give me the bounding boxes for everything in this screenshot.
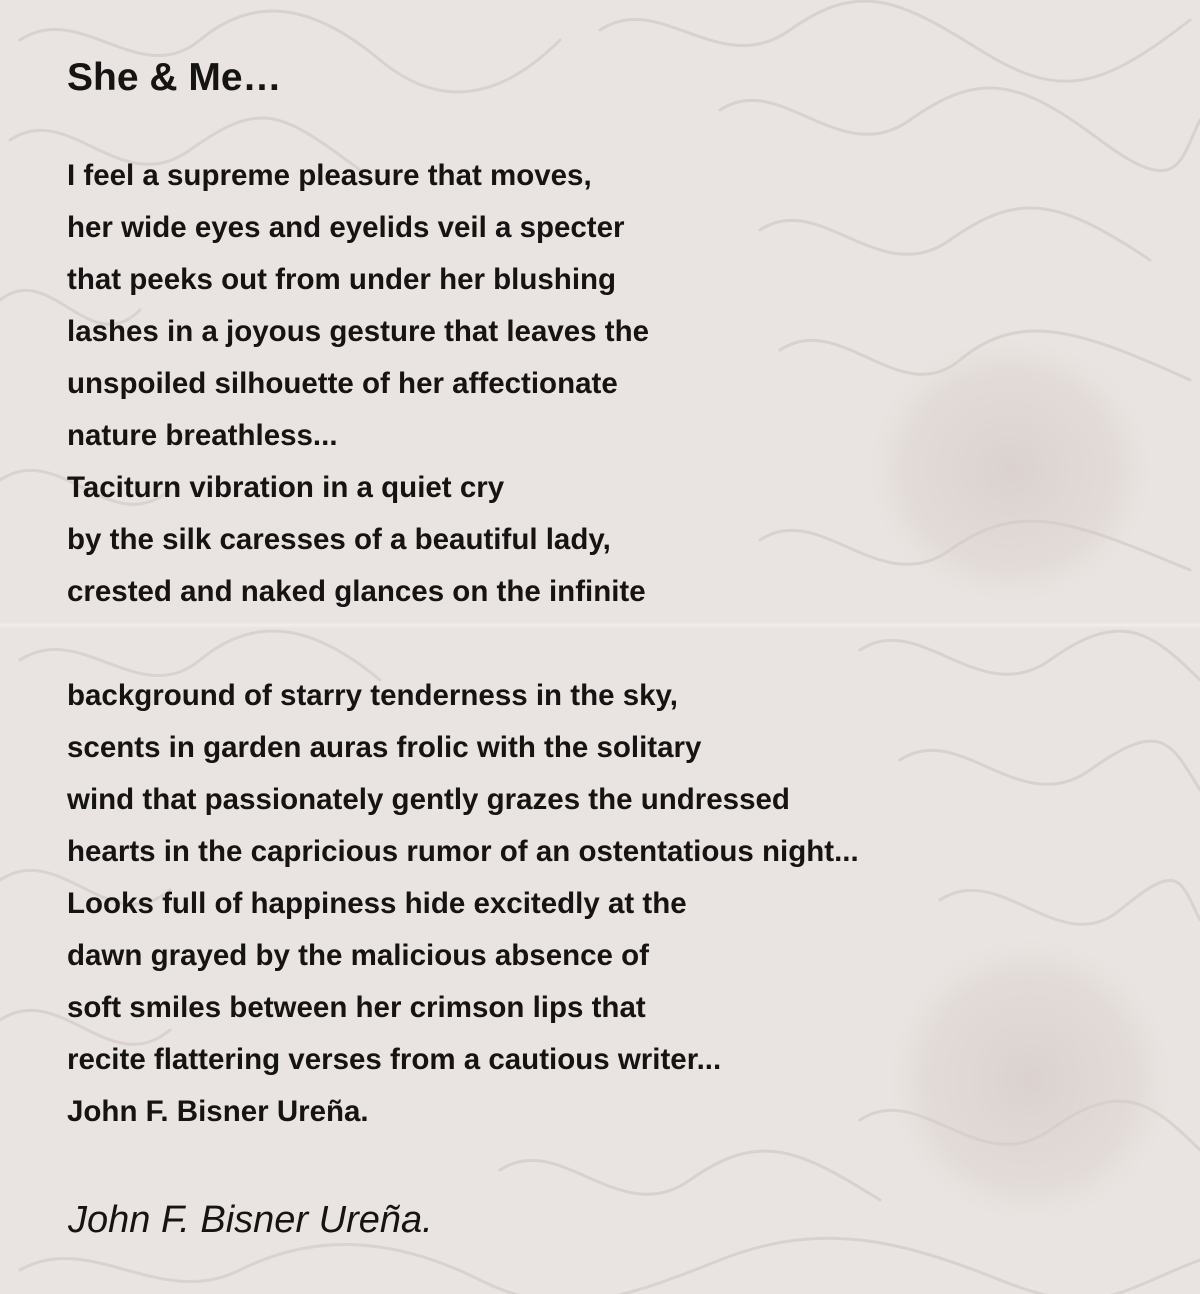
poem-line: her wide eyes and eyelids veil a specter (67, 211, 625, 244)
ink-blot (880, 930, 1180, 1230)
poem-line: recite flattering verses from a cautious writer... (67, 1043, 722, 1076)
script-stroke (720, 88, 1200, 171)
script-stroke (900, 741, 1200, 790)
poem-line: dawn grayed by the malicious absence of (67, 939, 649, 972)
poem-line: wind that passionately gently grazes the undressed (67, 783, 790, 816)
script-stroke (760, 208, 1150, 260)
poem-line: soft smiles between her crimson lips that (67, 991, 646, 1024)
poem-line: lashes in a joyous gesture that leaves the (67, 315, 650, 348)
stanza-2 (67, 670, 859, 1138)
poem-line: scents in garden auras frolic with the solitary (67, 731, 702, 764)
poem-title: She & Me… (67, 56, 282, 99)
script-stroke (860, 631, 1200, 680)
image-seam (0, 622, 1200, 628)
poem-line: John F. Bisner Ureña. (67, 1095, 369, 1128)
poem-line: crested and naked glances on the infinite (67, 575, 646, 608)
script-stroke (940, 880, 1200, 924)
stanza-1 (67, 150, 649, 618)
poem-line: by the silk caresses of a beautiful lady, (67, 523, 611, 556)
script-stroke (500, 1151, 880, 1200)
poem-line: hearts in the capricious rumor of an ostentatious night... (67, 835, 859, 868)
poem-line: I feel a supreme pleasure that moves, (67, 159, 592, 192)
script-stroke (600, 1, 1190, 81)
poem-line: background of starry tenderness in the sky, (67, 679, 678, 712)
poem-line: nature breathless... (67, 419, 338, 452)
poem-line: Taciturn vibration in a quiet cry (67, 471, 505, 504)
author-signature: John F. Bisner Ureña. (68, 1199, 433, 1241)
poem-line: unspoiled silhouette of her affectionate (67, 367, 618, 400)
poem-line: Looks full of happiness hide excitedly at the (67, 887, 687, 920)
poem-line: that peeks out from under her blushing (67, 263, 617, 296)
